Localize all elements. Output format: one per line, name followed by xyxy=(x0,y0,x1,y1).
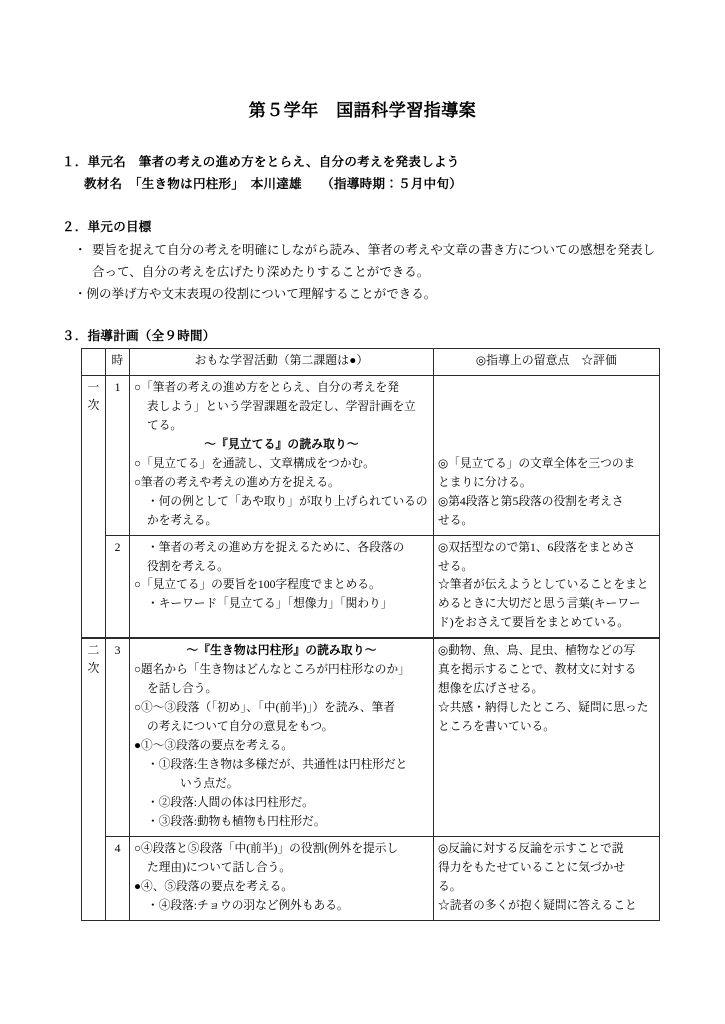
column-header-stage xyxy=(82,349,106,376)
cell-hour: 2 xyxy=(106,535,130,638)
notes-line: ◎第4段落と第5段落の役割を考えさ xyxy=(438,494,624,508)
cell-notes xyxy=(434,638,660,836)
cell-hour: 1 xyxy=(106,375,130,535)
cell-hour: 3 xyxy=(106,638,130,836)
activity-line: の考えについて自分の意見をもつ。 xyxy=(147,720,334,734)
cell-notes xyxy=(434,836,660,920)
column-header-hour: 時 xyxy=(106,349,130,376)
activity-line: ○「筆者の考えの進め方をとらえ、自分の考えを発 xyxy=(134,380,399,394)
column-header-notes: ◎指導上の留意点 ☆評価 xyxy=(434,349,660,376)
activity-line: ・何の例として「あや取り」が取り上げられているの xyxy=(147,494,428,508)
activity-line: ・筆者の考えの進め方を捉えるために、各段落の xyxy=(147,540,405,554)
activity-line: た理由)について話し合う。 xyxy=(147,860,291,874)
table-row xyxy=(82,638,660,836)
unit-name-heading: １．単元名 筆者の考えの進め方をとらえ、自分の考えを発表しよう xyxy=(62,155,460,169)
section-unit-goals xyxy=(62,217,672,306)
notes-line: ◎動物、魚、鳥、昆虫、植物などの写 xyxy=(438,644,636,658)
cell-activity xyxy=(130,375,434,535)
section-unit-name xyxy=(62,152,672,196)
activity-line: 役割を考える。 xyxy=(147,559,229,573)
notes-line: ◎「見立てる」の文章全体を三つのま xyxy=(438,456,636,470)
cell-notes xyxy=(434,535,660,638)
goal-item-2: ・例の挙げ方や文末表現の役割について理解することができる。 xyxy=(74,287,437,302)
cell-activity xyxy=(130,535,434,638)
notes-line: ☆筆者が伝えようとしていることをまと xyxy=(438,578,649,592)
material-name-line: 教材名 「生き物は円柱形」 本川達雄 （指導時期：５月中旬） xyxy=(84,176,463,191)
cell-hour: 4 xyxy=(106,836,130,920)
activity-line: ・①段落:生き物は多様だが、共通性は円柱形だと xyxy=(147,758,408,772)
cell-activity xyxy=(130,836,434,920)
activity-line: ・②段落:人間の体は円柱形だ。 xyxy=(147,795,314,809)
notes-line: ☆読者の多くが抱く疑問に答えること xyxy=(438,898,637,912)
table-header-row xyxy=(82,349,660,376)
activity-line: ・キーワード「見立てる」「想像力」「関わり」 xyxy=(147,597,393,611)
notes-line: る。 xyxy=(438,879,462,893)
notes-line: せる。 xyxy=(438,513,474,527)
cell-stage xyxy=(82,638,106,920)
activity-line: ●①～③段落の要点を考える。 xyxy=(134,739,293,753)
stage-char: 一 xyxy=(87,380,100,394)
notes-line: 想像を広げさせる。 xyxy=(438,682,544,696)
goal-item-1-line-2: 合って、自分の考えを広げたり深めたりすることができる。 xyxy=(92,265,430,280)
activity-line: ○題名から「生き物はどんなところが円柱形なのか」 xyxy=(134,663,410,677)
cell-activity xyxy=(130,638,434,836)
activity-line: を話し合う。 xyxy=(147,682,218,696)
notes-line: ド)をおさえて要旨をまとめている。 xyxy=(438,616,629,630)
cell-stage xyxy=(82,375,106,638)
activity-line: てる。 xyxy=(147,418,183,432)
goal-item-1 xyxy=(72,239,672,261)
notes-line xyxy=(438,379,655,398)
stage-char: 次 xyxy=(87,662,100,676)
notes-line xyxy=(438,436,655,455)
notes-line: ◎反論に対する反論を示すことで説 xyxy=(438,841,624,855)
notes-line: せる。 xyxy=(438,559,474,573)
goal-item-1-cont xyxy=(72,261,672,283)
activity-line: ○筆者の考えや考えの進め方を捉える。 xyxy=(134,475,340,489)
notes-line: 得力をもたせていることに気づかせ xyxy=(438,860,626,874)
notes-line: とまりに分ける。 xyxy=(438,475,532,489)
column-header-activity: おもな学習活動（第二課題は●） xyxy=(130,349,434,376)
notes-line: めるときに大切だと思う言葉(キーワー xyxy=(438,597,641,611)
activity-line: ○「見立てる」を通読し、文章構成をつかむ。 xyxy=(134,456,375,470)
activity-line: いう点だ。 xyxy=(180,777,239,791)
cell-notes xyxy=(434,375,660,535)
activity-subheading: ～『見立てる』の読み取り～ xyxy=(204,437,359,451)
goal-item-1-line-1: 要旨を捉えて自分の考えを明確にしながら読み、筆者の考えや文章の書き方についての感想を発表し xyxy=(92,242,656,257)
activity-subheading: ～『生き物は円柱形』の読み取り～ xyxy=(186,644,377,658)
table-row xyxy=(82,836,660,920)
notes-line: ☆共感・納得したところ、疑問に思った xyxy=(438,701,649,715)
activity-line: ○①～③段落（「初め」、「中(前半)」）を読み、筆者 xyxy=(134,701,395,715)
activity-line: ○「見立てる」の要旨を100字程度でまとめる。 xyxy=(134,578,381,592)
activity-line: ○④段落と⑤段落「中(前半)」の役割(例外を提示し xyxy=(134,841,399,855)
activity-line: ・③段落:動物も植物も円柱形だ。 xyxy=(147,814,326,828)
activity-line: 表しよう」という学習課題を設定し、学習計画を立 xyxy=(147,399,416,413)
table-row xyxy=(82,375,660,535)
goals-heading: ２．単元の目標 xyxy=(62,220,152,234)
table-row xyxy=(82,535,660,638)
notes-line: ◎双括型なので第1、6段落をまとめさ xyxy=(438,540,636,554)
notes-line xyxy=(438,398,655,417)
plan-heading: ３．指導計画（全９時間） xyxy=(62,329,216,343)
teaching-plan-table xyxy=(81,348,660,921)
notes-line: 真を掲示することで、教材文に対する xyxy=(438,663,637,677)
goal-bullet-icon: ・ xyxy=(74,242,87,257)
stage-char: 次 xyxy=(87,399,100,413)
notes-line: ところを書いている。 xyxy=(438,720,555,734)
stage-char: 二 xyxy=(87,644,100,658)
section-teaching-plan xyxy=(62,326,672,348)
activity-line: ・④段落:チョウの羽など例外もある。 xyxy=(147,898,349,912)
activity-line: ●④、⑤段落の要点を考える。 xyxy=(134,879,293,893)
page-title: 第５学年 国語科学習指導案 xyxy=(248,101,477,120)
activity-line: かを考える。 xyxy=(147,513,218,527)
notes-line xyxy=(438,417,655,436)
